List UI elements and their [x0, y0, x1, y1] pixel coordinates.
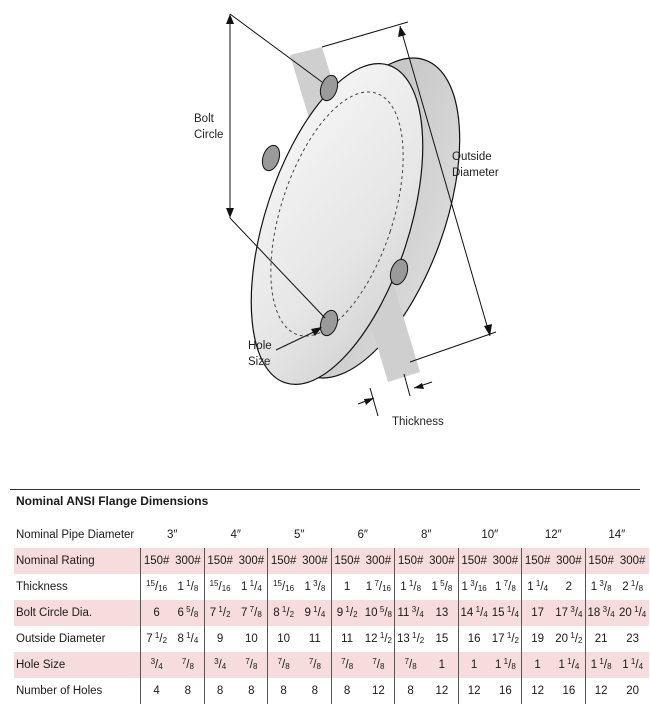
- row-label: Thickness: [16, 581, 68, 593]
- table-cell: 8: [311, 685, 319, 697]
- table-cell: $^{15}/_{16}$: [268, 574, 300, 600]
- table-cell: 7 $^1/_2$: [141, 626, 173, 652]
- table-cell: 1 $^5/_8$: [431, 579, 453, 593]
- bolt-hole-left: [259, 143, 282, 173]
- table-cell: 6: [141, 600, 173, 626]
- table-cell: 150#: [331, 548, 363, 574]
- table-cell: 20: [626, 685, 640, 697]
- table-cell: 10: [268, 626, 300, 652]
- table-cell: 300#: [553, 548, 585, 574]
- table-cell: $^7/_8$: [363, 652, 395, 678]
- table-cell: 12: [585, 678, 617, 704]
- pipe-size-header: 4″: [230, 529, 241, 541]
- table-cell: 300#: [363, 548, 395, 574]
- row-label: Bolt Circle Dia.: [14, 600, 141, 626]
- table-cell: 12: [522, 678, 554, 704]
- table-cell: 300#: [299, 548, 331, 574]
- thickness-dimension: [358, 374, 432, 416]
- table-cell: 16: [562, 685, 576, 697]
- table-cell: 19: [522, 626, 554, 652]
- table-cell: 10 $^5/_8$: [363, 600, 395, 626]
- hole-size-label-1: Hole: [248, 340, 272, 352]
- table-cell: 150#: [522, 548, 554, 574]
- table-row: [14, 574, 649, 600]
- table-cell: 1 $^3/_8$: [304, 579, 326, 593]
- table-cell: 1: [522, 652, 554, 678]
- pipe-size-header: 12″: [544, 529, 562, 541]
- table-cell: 23: [626, 633, 640, 645]
- table-cell: 16: [458, 626, 490, 652]
- table-cell: 13: [426, 600, 458, 626]
- table-cell: 15: [435, 633, 449, 645]
- table-cell: 7 $^1/_2$: [204, 600, 236, 626]
- pipe-size-header: 6″: [357, 529, 368, 541]
- table-cell: 300#: [617, 548, 649, 574]
- table-row: [14, 548, 649, 574]
- hole-size-label-2: Size: [248, 356, 271, 368]
- table-cell: 21: [585, 626, 617, 652]
- table-cell: 12: [435, 685, 449, 697]
- table-cell: 7 $^7/_8$: [236, 600, 268, 626]
- table-cell: $^3/_4$: [141, 652, 173, 678]
- table-cell: 9: [204, 626, 236, 652]
- table-cell: 18 $^3/_4$: [585, 600, 617, 626]
- table-cell: 1 $^1/_8$: [585, 652, 617, 678]
- table-row: [14, 678, 649, 704]
- table-cell: 1 $^1/_4$: [617, 652, 649, 678]
- table-cell: 12 $^1/_2$: [364, 631, 392, 645]
- table-cell: 10: [244, 633, 258, 645]
- table-cell: $^7/_8$: [331, 652, 363, 678]
- table-cell: 300#: [236, 548, 268, 574]
- table-cell: 300#: [490, 548, 522, 574]
- table-cell: 4: [141, 678, 173, 704]
- table-cell: 1 $^1/_4$: [553, 652, 585, 678]
- table-cell: 2 $^1/_8$: [622, 579, 644, 593]
- outside-diameter-label-1: Outside: [452, 151, 492, 163]
- table-cell: 2: [565, 581, 573, 593]
- row-label: Nominal Rating: [14, 548, 141, 574]
- table-cell: 8: [204, 678, 236, 704]
- table-cell: 12: [371, 685, 385, 697]
- table-row: [14, 600, 649, 626]
- table-cell: 20 $^1/_4$: [617, 600, 649, 626]
- table-cell: 1: [426, 652, 458, 678]
- table-cell: 300#: [426, 548, 458, 574]
- table-cell: $^7/_8$: [236, 652, 268, 678]
- table-cell: 1 $^7/_{16}$: [365, 579, 392, 593]
- row-label: Number of Holes: [16, 685, 103, 697]
- table-cell: 300#: [172, 548, 204, 574]
- table-cell: $^7/_8$: [299, 652, 331, 678]
- table-cell: 1 $^3/_{16}$: [458, 574, 490, 600]
- bolt-circle-label-2: Circle: [194, 129, 224, 141]
- table-cell: 1 $^7/_8$: [494, 579, 516, 593]
- table-cell: 8 $^1/_2$: [268, 600, 300, 626]
- header-label: Nominal Pipe Diameter: [16, 529, 135, 541]
- table-cell: 150#: [141, 548, 173, 574]
- table-cell: 150#: [204, 548, 236, 574]
- table-cell: $^{15}/_{16}$: [204, 574, 236, 600]
- table-cell: 15 $^1/_4$: [490, 600, 522, 626]
- outside-diameter-label-2: Diameter: [452, 167, 499, 179]
- table-header-row: [14, 522, 649, 548]
- table-cell: $^7/_8$: [268, 652, 300, 678]
- table-cell: 17: [522, 600, 554, 626]
- table-cell: 17 $^3/_4$: [553, 600, 585, 626]
- table-cell: 150#: [268, 548, 300, 574]
- table-cell: 13 $^1/_2$: [395, 626, 427, 652]
- pipe-size-header: 10″: [481, 529, 499, 541]
- table-cell: 11 $^3/_4$: [395, 600, 427, 626]
- row-label: Outside Diameter: [16, 633, 106, 645]
- pipe-size-header: 5″: [294, 529, 305, 541]
- table-cell: 150#: [395, 548, 427, 574]
- table-cell: 14 $^1/_4$: [458, 600, 490, 626]
- pipe-size-header: 3″: [167, 529, 178, 541]
- table-row: [14, 626, 649, 652]
- pipe-size-header: 8″: [421, 529, 432, 541]
- row-label: Hole Size: [14, 652, 141, 678]
- table-cell: 9 $^1/_2$: [331, 600, 363, 626]
- table-cell: 1 $^3/_8$: [585, 574, 617, 600]
- table-cell: 8: [268, 678, 300, 704]
- table-cell: 1 $^1/_8$: [490, 652, 522, 678]
- table-cell: $^7/_8$: [395, 652, 427, 678]
- table-cell: 16: [498, 685, 512, 697]
- table-cell: 150#: [585, 548, 617, 574]
- table-cell: 9 $^1/_4$: [299, 600, 331, 626]
- table-cell: $^7/_8$: [172, 652, 204, 678]
- table-cell: 8: [248, 685, 255, 697]
- title-rule: [10, 489, 640, 490]
- pipe-size-header: 14″: [608, 529, 626, 541]
- bolt-circle-label-1: Bolt: [194, 113, 214, 125]
- table-cell: 20 $^1/_2$: [555, 631, 583, 645]
- table-cell: 8: [331, 678, 363, 704]
- table-cell: 1 $^1/_8$: [395, 574, 427, 600]
- thickness-label: Thickness: [392, 416, 444, 428]
- table-cell: 1 $^1/_8$: [177, 579, 199, 593]
- table-cell: 8 $^1/_4$: [177, 631, 199, 645]
- table-cell: 1: [458, 652, 490, 678]
- table-cell: 12: [458, 678, 490, 704]
- table-title: Nominal ANSI Flange Dimensions: [16, 494, 209, 508]
- table-cell: 1: [331, 574, 363, 600]
- table-cell: 11: [308, 633, 321, 645]
- flange-dimensions-table: [14, 522, 649, 704]
- table-cell: 17 $^1/_2$: [491, 631, 519, 645]
- table-cell: 150#: [458, 548, 490, 574]
- table-cell: 11: [331, 626, 363, 652]
- table-cell: 8: [184, 685, 192, 697]
- table-row: [14, 652, 649, 678]
- table-cell: $^3/_4$: [204, 652, 236, 678]
- table-cell: 8: [395, 678, 427, 704]
- table-cell: 1 $^1/_4$: [240, 579, 262, 593]
- table-cell: $^{15}/_{16}$: [141, 574, 173, 600]
- table-cell: 6 $^5/_8$: [172, 600, 204, 626]
- table-cell: 1 $^1/_4$: [522, 574, 554, 600]
